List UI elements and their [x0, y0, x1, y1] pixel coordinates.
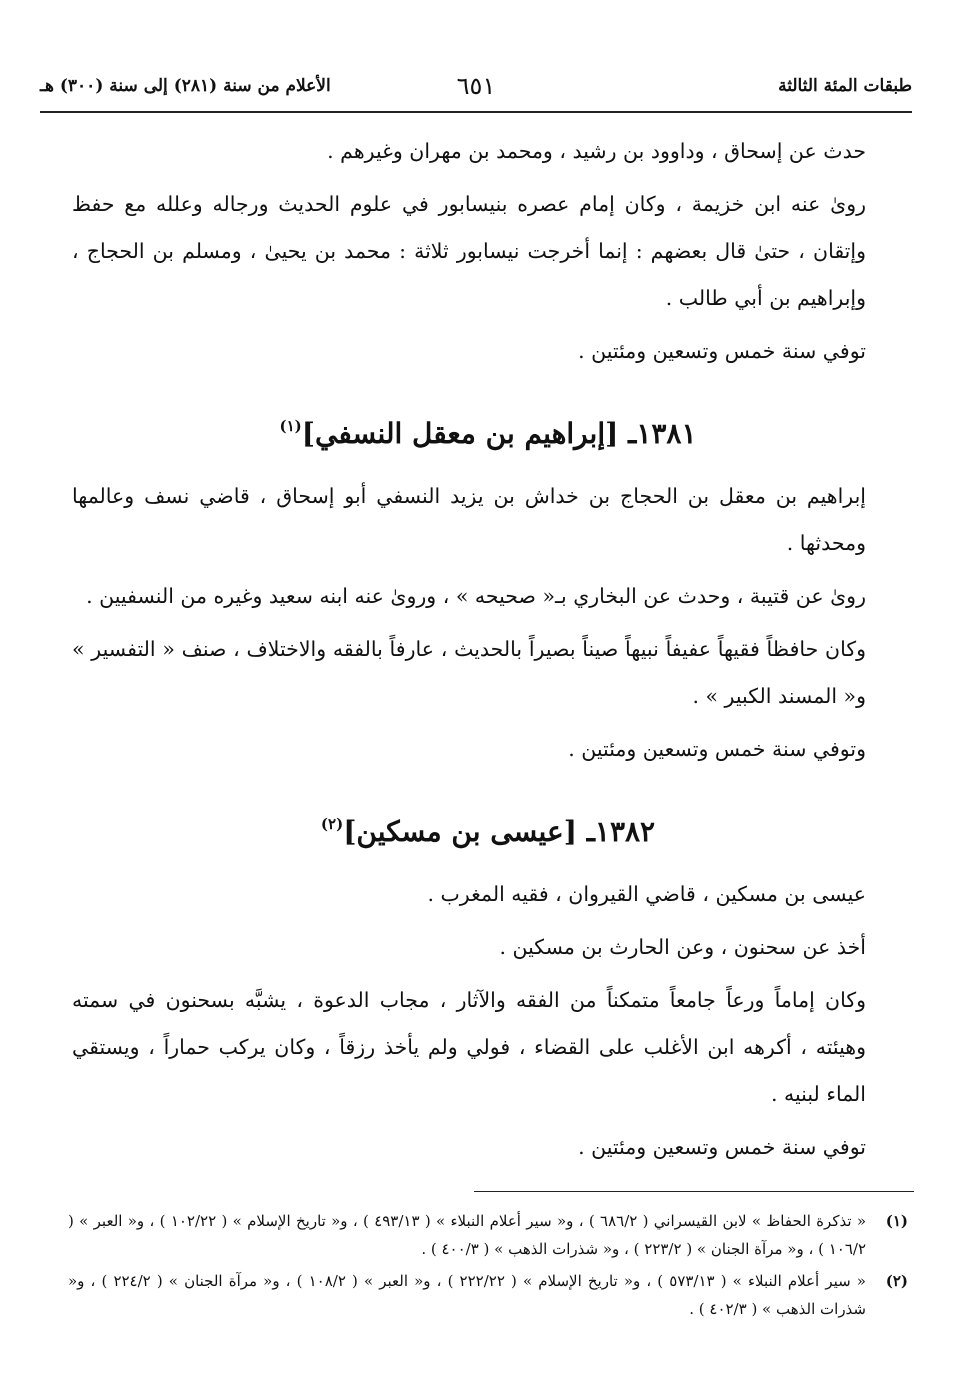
paragraph: توفي سنة خمس وتسعين ومئتين .	[578, 1135, 866, 1159]
footnote	[68, 1207, 908, 1263]
footnote-number: (٢)	[885, 1272, 908, 1290]
paragraph: توفي سنة خمس وتسعين ومئتين .	[578, 339, 866, 363]
paragraph: وكان حافظاً فقيهاً عفيفاً نبيهاً صيناً بصيراً بالحديث ، عارفاً بالفقه والاختلاف ، صنف « التفسير » و« المسند الكبير » .	[72, 637, 866, 708]
paragraph: إبراهيم بن معقل بن الحجاج بن خداش بن يزيد النسفي أبو إسحاق ، قاضي نسف وعالمها ومحدثها .	[72, 484, 866, 555]
paragraph: روىٰ عنه ابن خزيمة ، وكان إمام عصره بنيسابور في علوم الحديث ورجاله وعلله مع حفظ وإتقان ، حتىٰ قال بعضهم : إنما أخرجت نيسابور ثلاثة : محمد بن يحيىٰ ، ومسلم بن الحجاج ، وإبراهيم بن أبي طالب .	[72, 192, 866, 310]
entry-heading	[72, 401, 904, 459]
header-divider	[40, 111, 912, 113]
entry-heading	[72, 799, 904, 857]
running-head	[40, 72, 912, 106]
footnote-number: (١)	[885, 1212, 908, 1230]
page-number: ٦٥١	[456, 72, 496, 100]
running-head-book-title: الأعلام من سنة (٢٨١) إلى سنة (٣٠٠) هـ	[40, 76, 331, 96]
paragraph: روىٰ عن قتيبة ، وحدث عن البخاري بـ« صحيحه » ، وروىٰ عنه ابنه سعيد وغيره من النسفيين .	[86, 584, 866, 608]
running-head-section-title: طبقات المئة الثالثة	[778, 76, 912, 96]
footnote-ref: (١)	[279, 417, 302, 435]
footnote-divider	[474, 1191, 914, 1192]
footnote-text: « تذكرة الحفاظ » لابن القيسراني ( ٦٨٦/٢ ) ، و« سير أعلام النبلاء » ( ٤٩٣/١٣ ) ، و« تاريخ الإسلام » ( ١٠٢/٢٢ ) ، و« العبر » ( ١٠٦/٢ ) ، و« مرآة الجنان » ( ٢٢٣/٢ ) ، و« شذرات الذهب » ( ٤٠٠/٣ ) .	[68, 1212, 866, 1258]
paragraph: عيسى بن مسكين ، قاضي القيروان ، فقيه المغرب .	[427, 882, 866, 906]
paragraph: حدث عن إسحاق ، وداوود بن رشيد ، ومحمد بن مهران وغيرهم .	[327, 139, 866, 163]
paragraph: وتوفي سنة خمس وتسعين ومئتين .	[568, 737, 866, 761]
paragraph: أخذ عن سحنون ، وعن الحارث بن مسكين .	[499, 935, 866, 959]
entry-heading-text: ١٣٨٢ـ [عيسى بن مسكين]	[343, 815, 656, 848]
footnotes	[68, 1207, 908, 1327]
footnote-ref: (٢)	[320, 815, 344, 833]
footnote-text: « سير أعلام النبلاء » ( ٥٧٣/١٣ ) ، و« تاريخ الإسلام » ( ٢٢٢/٢٢ ) ، و« العبر » ( ١٠٨/٢ ) ، و« مرآة الجنان » ( ٢٢٤/٢ ) ، و« شذرات الذهب » ( ٤٠٢/٣ ) .	[68, 1272, 866, 1318]
paragraph: وكان إماماً ورعاً جامعاً متمكناً من الفقه والآثار ، مجاب الدعوة ، يشبَّه بسحنون في سمته وهيئته ، أكرهه ابن الأغلب على القضاء ، فولي ولم يأخذ رزقاً ، وكان يركب حماراً ، ويستقي الماء لبنيه .	[72, 988, 866, 1106]
entry-heading-text: ١٣٨١ـ [إبراهيم بن معقل النسفي]	[301, 417, 697, 450]
footnote	[68, 1267, 908, 1323]
main-text	[72, 128, 904, 1177]
